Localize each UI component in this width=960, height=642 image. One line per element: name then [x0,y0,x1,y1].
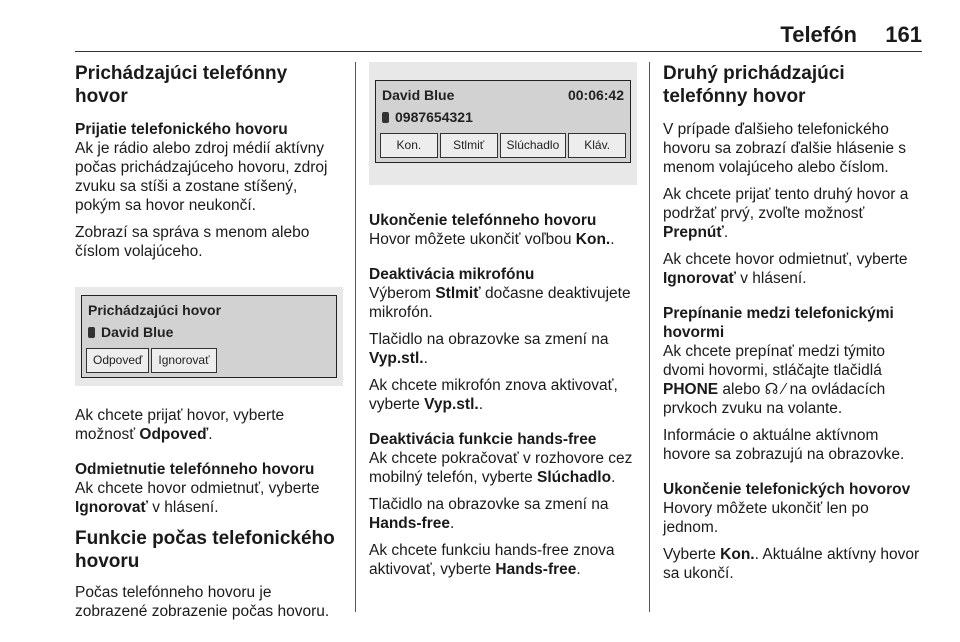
paragraph: Ak chcete hovor odmietnuť, vyberte Ignorovať v hlásení. [663,251,908,287]
incoming-call-screenshot [75,287,343,386]
header-title: Telefón [780,22,857,47]
paragraph: Ak chcete mikrofón znova aktivovať, vyberte Vyp.stl.. [369,377,618,413]
phone-icon [88,327,95,338]
column-3 [663,62,925,591]
paragraph: Hovory môžete ukončiť len po jednom. [663,500,869,536]
subheading: Prepínanie medzi telefonickými hovormi [663,305,894,341]
caller-name: David Blue [101,324,174,340]
paragraph: Ak chcete prijať tento druhý hovor a podržať prvý, zvoľte možnosť Prepnúť. [663,186,909,241]
paragraph: Ak je rádio alebo zdroj médií aktívny počas prichádzajúceho hovoru, zdroj zvuku sa stíši a zostane stíšený, pokým sa hovor neukončí. [75,140,328,214]
paragraph: Zobrazí sa správa s menom alebo číslom volajúceho. [75,224,310,260]
column-divider [355,62,356,612]
answer-button[interactable]: Odpoveď [86,348,149,373]
paragraph: V prípade ďalšieho telefonického hovoru sa zobrazí ďalšie hlásenie s menom volajúceho alebo číslom. [663,121,907,176]
handset-button[interactable]: Slúchadlo [500,133,567,158]
paragraph: Tlačidlo na obrazovke sa zmení na Vyp.stl.. [369,331,609,367]
phone-icon [382,112,389,123]
paragraph: Ak chcete prijať hovor, vyberte možnosť Odpoveď. [75,407,285,443]
section-title: Funkcie počas telefonického hovoru [75,528,335,572]
end-call-button[interactable]: Kon. [380,133,438,158]
section-title: Druhý prichádzajúci telefónny hovor [663,63,845,107]
paragraph: Počas telefónneho hovoru je zobrazené zobrazenie počas hovoru. [75,584,330,620]
page-number: 161 [885,22,922,47]
paragraph: Vyberte Kon.. Aktuálne aktívny hovor sa ukončí. [663,546,920,582]
paragraph: Ak chcete pokračovať v rozhovore cez mobilný telefón, vyberte Slúchadlo. [369,450,633,486]
paragraph: Tlačidlo na obrazovke sa zmení na Hands-free. [369,496,609,532]
header-rule [75,51,922,52]
caller-row [82,322,336,346]
active-call-screenshot [369,62,637,185]
subheading: Ukončenie telefonických hovorov [663,481,911,498]
paragraph: Výberom Stlmiť dočasne deaktivujete mikrofón. [369,285,631,321]
keypad-button[interactable]: Kláv. [568,133,626,158]
number-row [376,107,630,131]
section-title: Prichádzajúci telefónny hovor [75,63,288,107]
caller-number: 0987654321 [395,109,473,125]
subheading: Ukončenie telefónneho hovoru [369,212,597,229]
column-2 [369,62,637,587]
paragraph: Informácie o aktuálne aktívnom hovore sa zobrazujú na obrazovke. [663,427,905,463]
paragraph: Ak chcete funkciu hands-free znova aktivovať, vyberte Hands-free. [369,542,615,578]
screen-caption: Prichádzajúci hovor [88,302,222,318]
caller-name: David Blue [382,87,455,103]
paragraph: Hovor môžete ukončiť voľbou Kon.. [369,231,615,248]
phone-control-icons: ☊ ⁄ [764,381,786,398]
mute-button[interactable]: Stlmiť [440,133,498,158]
display-screen [375,80,631,163]
call-timer: 00:06:42 [567,87,624,103]
call-header-row [376,81,630,107]
column-divider [649,62,650,612]
paragraph: Ak chcete prepínať medzi týmito dvomi hovormi, stláčajte tlačidlá PHONE alebo ☊ ⁄ na ovládacích prvkoch zvuku na volante. [663,343,886,417]
subheading: Odmietnutie telefónneho hovoru [75,461,315,478]
subheading: Deaktivácia funkcie hands-free [369,431,597,448]
subheading: Prijatie telefonického hovoru [75,121,288,138]
subheading: Deaktivácia mikrofónu [369,266,535,283]
screen-buttons [376,131,630,162]
ignore-button[interactable]: Ignorovať [151,348,216,373]
display-screen [81,295,337,378]
paragraph: Ak chcete hovor odmietnuť, vyberte Ignorovať v hlásení. [75,480,320,516]
screen-buttons [82,346,336,377]
column-1 [75,62,343,629]
